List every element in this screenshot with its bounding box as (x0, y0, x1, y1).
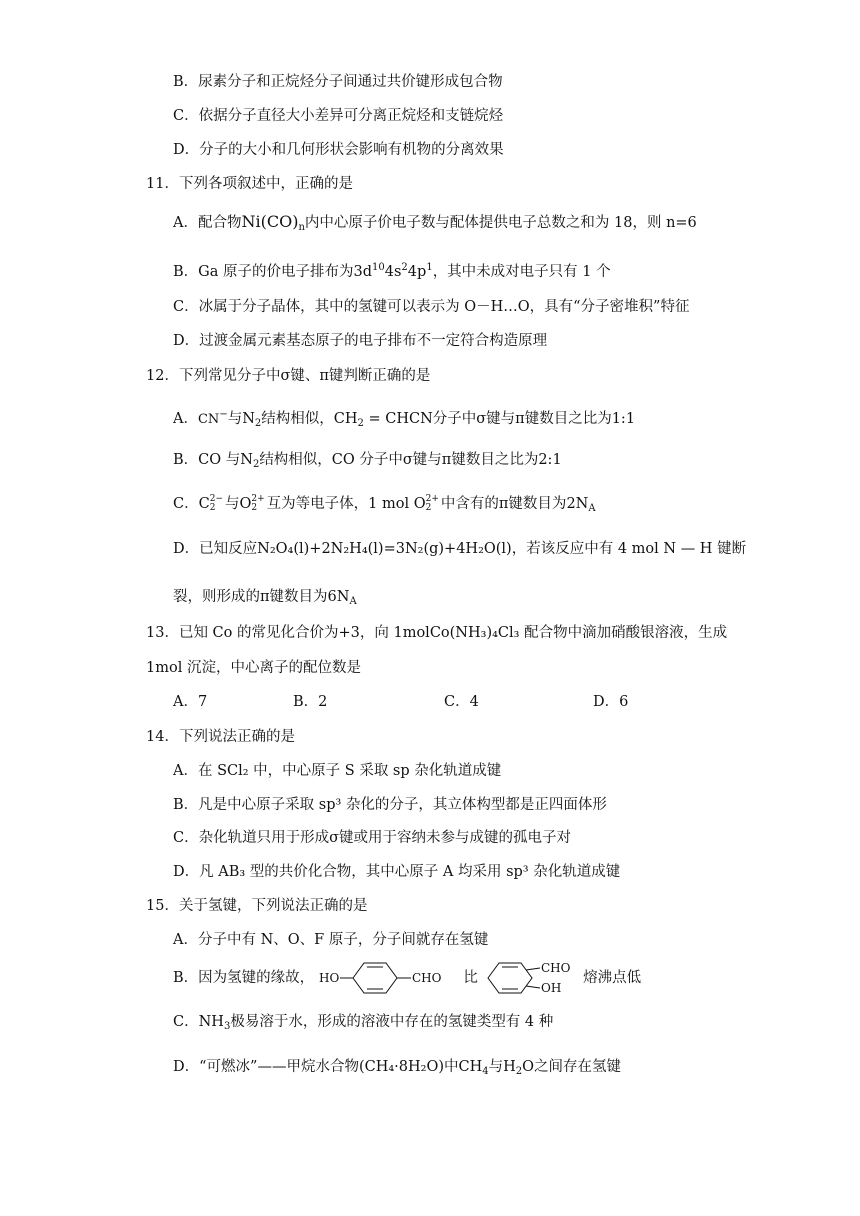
text: B．因为氢键的缘故， (173, 970, 315, 986)
text: D．“可燃冰”——甲烷水合物( (173, 1059, 365, 1075)
formula: CH₄·8H₂O (364, 1059, 439, 1075)
text: C． (173, 1014, 199, 1030)
formula: 6N (327, 589, 350, 605)
text: 与 (227, 411, 243, 427)
salicylaldehyde-structure (482, 958, 578, 998)
subscript: 2 (251, 503, 258, 513)
formula: CH (333, 411, 358, 427)
formula: N (240, 452, 253, 468)
text: 互为等电子体， (266, 496, 369, 512)
superscript: 2+ (251, 494, 265, 504)
superscript: 1 (426, 262, 433, 273)
subscript: 2 (252, 459, 260, 470)
q12-stem: 12．下列常见分子中σ键、π键判断正确的是 (146, 368, 431, 384)
text: 中含有的π键数目为 (440, 496, 567, 512)
subscript: 2 (515, 1066, 523, 1077)
q14-option-d: D．凡 AB₃ 型的共价化合物，其中心原子 A 均采用 sp³ 杂化轨道成键 (173, 864, 621, 880)
superscript: 10 (372, 262, 385, 273)
q13-options (173, 692, 773, 712)
text: 之间存在氢键 (534, 1059, 622, 1075)
subscript: 2 (425, 503, 432, 513)
subscript: 2 (209, 503, 216, 513)
text: 裂，则形成的π键数目为 (173, 589, 328, 605)
text: B．Ga 原子的价电子排布为 (173, 264, 354, 280)
text: 与 (488, 1059, 504, 1075)
q14-option-c: C．杂化轨道只用于形成σ键或用于容纳未参与成键的孤电子对 (173, 830, 571, 846)
q14-option-b: B．凡是中心原子采取 sp³ 杂化的分子，其立体构型都是正四面体形 (173, 797, 607, 813)
mol2-bottom-label: OH (541, 981, 562, 995)
mol2-top-label: CHO (541, 961, 571, 975)
q13-option-d: D．6 (593, 694, 629, 710)
equation: N₂O₄(l)+2N₂H₄(l)=3N₂(g)+4H₂O(l) (257, 541, 512, 557)
q11-option-d: D．过渡金属元素基态原子的电子排布不一定符合构造原理 (173, 333, 548, 349)
q13-option-b: B．2 (293, 694, 328, 710)
subscript: 4 (482, 1066, 489, 1077)
subscript: 3 (223, 1021, 231, 1032)
formula: Ni(CO) (241, 212, 299, 231)
formula: N (242, 411, 255, 427)
q13-stem-line1: 13．已知 Co 的常见化合价为+3，向 1molCo(NH₃)₄Cl₃ 配合物中滴加硝酸银溶液，生成 (146, 625, 728, 641)
text: 结构相似，CO 分子中σ键与π键数目之比为2:1 (259, 452, 562, 468)
text: 比 (463, 970, 478, 986)
q12-option-d-line1 (173, 539, 746, 559)
superscript: − (219, 409, 228, 420)
q15-option-d (173, 1057, 621, 1082)
formula: 1 mol O (368, 496, 426, 512)
formula: 2N (566, 496, 589, 512)
q12-option-c (173, 494, 596, 519)
text: ，若该反应中有 4 mol N — H 键断 (511, 541, 747, 557)
superscript: 2− (209, 494, 223, 504)
q11-option-b (173, 258, 611, 282)
text: 内中心原子价电子数与配体提供电子总数之和为 18，则 n=6 (304, 215, 697, 231)
text: D．已知反应 (173, 541, 258, 557)
subscript: A (349, 596, 357, 607)
superscript: 2 (401, 262, 408, 273)
subscript: A (588, 503, 596, 514)
subscript: 2 (254, 418, 262, 429)
text: 结构相似， (261, 411, 334, 427)
text: A． (173, 411, 198, 427)
q15-option-c (173, 1012, 553, 1037)
text: C． (173, 496, 199, 512)
formula: O (522, 1059, 535, 1075)
mol1-left-label: HO (318, 971, 340, 985)
q12-option-a (173, 405, 635, 434)
q15-stem: 15．关于氢键，下列说法正确的是 (146, 898, 368, 914)
subscript: n (298, 222, 305, 233)
formula: C (198, 496, 210, 512)
q10-option-d: D．分子的大小和几何形状会影响有机物的分离效果 (173, 142, 504, 158)
q14-option-a: A．在 SCl₂ 中，中心原子 S 采取 sp 杂化轨道成键 (173, 763, 502, 779)
q13-option-c: C．4 (444, 694, 479, 710)
p-hydroxybenzaldehyde-structure (319, 958, 459, 998)
q14-stem: 14．下列说法正确的是 (146, 729, 295, 745)
formula: NH (198, 1014, 224, 1030)
q10-option-b: B．尿素分子和正烷烃分子间通过共价键形成包合物 (173, 74, 503, 90)
q10-option-c: C．依据分子直径大小差异可分离正烷烃和支链烷烃 (173, 108, 504, 124)
q11-stem: 11．下列各项叙述中，正确的是 (146, 176, 353, 192)
text: 与 (225, 496, 240, 512)
q12-option-b (173, 450, 562, 475)
q13-option-a: A．7 (173, 694, 208, 710)
mol1-right-label: CHO (411, 971, 442, 985)
subscript: 2 (357, 418, 364, 429)
q15-option-a: A．分子中有 N、O、F 原子，分子间就存在氢键 (173, 932, 489, 948)
q15-option-b (173, 958, 641, 998)
q12-option-d-line2 (173, 587, 357, 612)
superscript: 2+ (425, 494, 439, 504)
text: 极易溶于水，形成的溶液中存在的氢键类型有 4 种 (230, 1014, 554, 1030)
formula: 4p (407, 264, 427, 280)
text: B．CO 与 (173, 452, 241, 468)
text: ，其中未成对电子只有 1 个 (432, 264, 611, 280)
formula: 4s (384, 264, 402, 280)
formula: 3d (353, 264, 373, 280)
formula: CH (458, 1059, 483, 1075)
text: )中 (438, 1059, 459, 1075)
text: A．配合物 (173, 215, 242, 231)
text: 分子中σ键与π键数目之比为1:1 (432, 411, 636, 427)
formula: CN (197, 412, 220, 427)
formula: = CHCN (363, 411, 433, 427)
q11-option-c: C．冰属于分子晶体，其中的氢键可以表示为 O－H…O，具有“分子密堆积”特征 (173, 299, 690, 315)
q11-option-a (173, 212, 697, 238)
formula: O (239, 496, 252, 512)
text: 熔沸点低 (583, 970, 642, 986)
formula: H (503, 1059, 516, 1075)
q13-stem-line2: 1mol 沉淀，中心离子的配位数是 (146, 660, 361, 676)
